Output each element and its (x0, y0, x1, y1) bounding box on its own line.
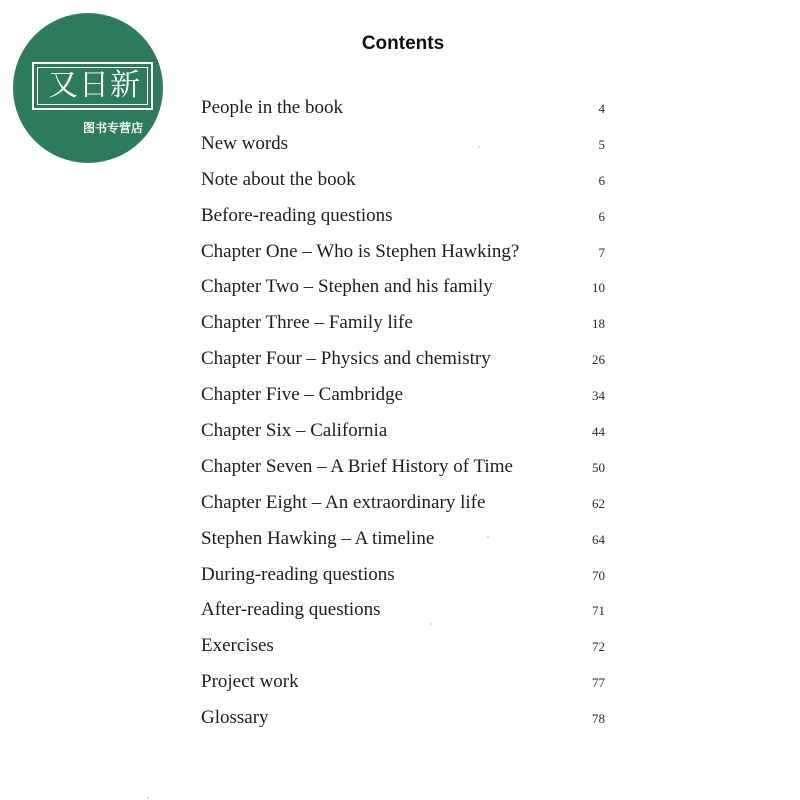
toc-entry-title: Chapter Eight – An extraordinary life (201, 491, 486, 513)
toc-entry (201, 489, 611, 525)
toc-entry-page-number: 34 (592, 388, 605, 404)
toc-entry-page-number: 64 (592, 531, 605, 547)
toc-entry (201, 345, 611, 381)
toc-entry-title: Chapter Three – Family life (201, 312, 413, 334)
toc-entry-page-number: 78 (592, 711, 605, 727)
toc-entry-page-number: 50 (592, 459, 605, 475)
toc-entry-title: During-reading questions (201, 563, 395, 585)
toc-entry-page-number: 70 (592, 567, 605, 583)
toc-entry-page-number: 5 (598, 136, 605, 152)
toc-entry-page-number: 44 (592, 424, 605, 440)
toc-entry (201, 453, 611, 489)
toc-entry-title: Stephen Hawking – A timeline (201, 527, 435, 549)
toc-entry (201, 130, 611, 166)
paper-speck (478, 146, 480, 148)
toc-entry-page-number: 62 (592, 495, 605, 511)
toc-entry-title: Chapter Six – California (201, 420, 388, 442)
logo-sub-text: 图书专营店 (82, 121, 143, 135)
toc-entry (201, 94, 611, 130)
toc-entry-title: Chapter Two – Stephen and his family (201, 276, 493, 298)
toc-entry-title: Project work (201, 671, 299, 693)
toc-entry-page-number: 26 (592, 352, 605, 368)
toc-entry (201, 238, 611, 274)
page-title: Contents (361, 33, 445, 54)
toc-entry-title: People in the book (201, 97, 343, 118)
toc-entry (201, 381, 611, 417)
logo-main-text: 又日新 (48, 68, 141, 103)
toc-entry-page-number: 10 (592, 280, 605, 296)
toc-entry-page-number: 18 (592, 316, 605, 332)
store-logo-seal (13, 13, 163, 163)
toc-entry-title: Glossary (201, 707, 269, 729)
toc-entry (201, 632, 611, 668)
paper-speck (487, 536, 489, 538)
toc-entry-title: Chapter Five – Cambridge (201, 384, 404, 406)
toc-entry-title: Exercises (201, 635, 274, 657)
toc-entry-title: Note about the book (201, 168, 356, 190)
toc-entry (201, 166, 611, 202)
toc-entry-title: Chapter Four – Physics and chemistry (201, 348, 491, 370)
toc-entry-page-number: 72 (592, 639, 605, 655)
toc-entry (201, 309, 611, 345)
toc-entry (201, 417, 611, 453)
toc-entry-page-number: 71 (592, 603, 605, 619)
toc-entry (201, 561, 611, 597)
toc-entry-title: Chapter Seven – A Brief History of Time (201, 455, 513, 477)
toc-entry-title: New words (201, 132, 289, 154)
toc-entry-page-number: 6 (598, 208, 605, 224)
table-of-contents (201, 94, 611, 740)
toc-entry-title: Chapter One – Who is Stephen Hawking? (201, 240, 520, 262)
toc-entry-title: After-reading questions (201, 599, 381, 621)
toc-entry-page-number: 4 (598, 101, 605, 116)
toc-entry (201, 202, 611, 238)
toc-entry-page-number: 7 (598, 244, 605, 260)
toc-entry (201, 668, 611, 704)
toc-entry-title: Before-reading questions (201, 204, 393, 226)
paper-speck (147, 797, 149, 799)
paper-speck (430, 623, 432, 625)
logo-frame (32, 62, 153, 110)
toc-entry (201, 273, 611, 309)
toc-entry (201, 704, 611, 740)
toc-entry (201, 525, 611, 561)
toc-entry (201, 596, 611, 632)
toc-entry-page-number: 6 (598, 172, 605, 188)
toc-entry-page-number: 77 (592, 675, 605, 691)
